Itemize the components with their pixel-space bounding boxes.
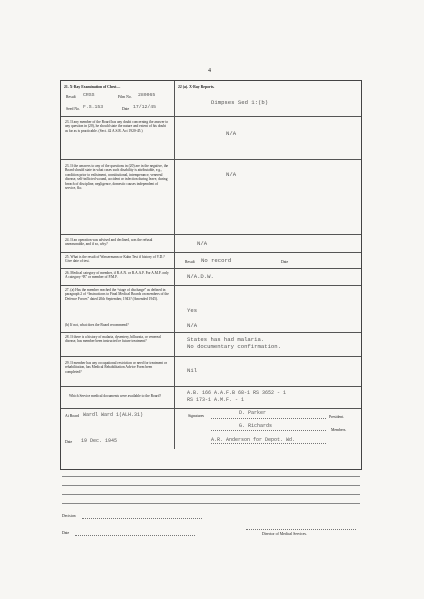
decision-line <box>82 518 202 519</box>
xray-result-value: CRSS <box>83 93 95 98</box>
attribution-row <box>61 159 361 235</box>
attribution-answer: N/A <box>226 171 237 178</box>
recommendation-question: (b) If not, what does the Board recommend? <box>65 323 129 327</box>
medical-documents-row <box>61 386 361 409</box>
malaria-history-question: 28. If there is a history of malaria, dysentery, bilharzia, or venereal disease, has member been instructed re future treatment? <box>65 335 161 344</box>
bottom-date-label: Date <box>62 531 70 535</box>
operation-answer: N/A <box>197 240 208 247</box>
medical-documents-answer-line1: A.B. 166 A.A.F.B 68-1 RS 3652 - 1 <box>187 390 287 396</box>
medical-documents-question: Which Service medical documents were available to the Board? <box>69 394 162 398</box>
member-signature-1: G. Richards <box>239 423 273 429</box>
xray-row <box>61 81 361 117</box>
category-answer: N/A.D.W. <box>187 273 214 280</box>
president-line <box>211 418 326 419</box>
medical-board-form <box>60 80 362 470</box>
at-board-value: Wardl Ward 1(ALH.31) <box>83 412 144 418</box>
xray-date-value: 17/12/45 <box>133 105 157 110</box>
president-label: President. <box>329 415 345 419</box>
malaria-history-row <box>61 332 361 357</box>
attribution-question: 23. If the answers to any of the questions in (20) are in the negative, the Board should state in what cases such disability is attributable, e.g., condition prior to enlistment, constitutional, intemperance, venereal disease, self-inflicted wound, accident or infection during leave, during breach of discipline, negligence, domestic causes independent of service, &c. <box>65 164 169 191</box>
rehabilitation-answer: Nil <box>187 367 198 374</box>
bottom-date-line <box>75 535 195 536</box>
medical-documents-answer-line2: RS 173-1 A.M.F. - 1 <box>187 397 245 403</box>
recommendation-answer: N/A <box>187 322 198 329</box>
wassermann-result-label: Result <box>185 260 195 264</box>
malaria-history-answer-line1: States has had malaria. <box>187 336 265 343</box>
xray-reports-value: Dimpses Sed 1:(b) <box>211 99 269 106</box>
director-label: Director of Medical Services. <box>262 532 307 536</box>
operation-question: 24. If an operation was advised and declined, was the refusal unreasonable, and if so, why? <box>65 238 153 247</box>
member-line-1 <box>211 430 326 431</box>
member-line-2 <box>211 443 326 444</box>
film-no-value: 280065 <box>138 93 156 98</box>
board-date-value: 19 Dec. 1945 <box>81 438 118 444</box>
discharge-stage-question: 27. (a) Has the member reached the “stage of discharge” as defined in paragraph 2 of “Instructions to Final Medical Boards on members of the Defence Forces” dated 20th September, 1943? (Amended 1945). <box>65 288 169 301</box>
rehabilitation-row <box>61 356 361 387</box>
wassermann-question: 25. What is the result of Wassermann or Kahn Test if history of V.D.? Give date of test. <box>65 255 165 264</box>
member-signature-2: A.R. Anderson for Depot. Wd. <box>211 437 296 443</box>
rehabilitation-question: 29. If member has any occupational restriction or need for treatment or rehabilitation, has Medical Rehabilitation Advice Form been completed? <box>65 361 167 374</box>
category-row <box>61 268 361 286</box>
film-no-label: Film No. <box>118 95 132 99</box>
operation-row <box>61 234 361 253</box>
president-signature: D. Parker <box>239 410 267 416</box>
doubt-row <box>61 116 361 160</box>
xray-reports-title: 22 (a). X-Ray Reports. <box>178 85 215 89</box>
wassermann-result-value: No record <box>201 257 232 264</box>
xray-exam-title: 21. X-Ray Examination of Chest— <box>64 85 121 89</box>
xray-date-label: Date <box>122 107 130 111</box>
notes-line-2 <box>62 485 360 486</box>
members-label: Members. <box>331 428 347 432</box>
seed-no-value: F.S.153 <box>83 105 104 110</box>
director-signature-line <box>246 529 356 530</box>
notes-line-1 <box>62 476 360 477</box>
notes-line-3 <box>62 494 360 495</box>
doubt-question: 23. If any member of the Board has any doubt concerning the answer to any question in (20), he should state the nature and extent of his doubt as far as is practicable. (Sect. 42 A.S.R. Act 1920-45.) <box>65 120 169 133</box>
signatures-label: Signatures <box>188 414 205 418</box>
malaria-history-answer-line2: No documentary confirmation. <box>187 343 281 350</box>
decision-label: Decision <box>62 514 76 518</box>
doubt-answer: N/A <box>226 130 237 137</box>
discharge-stage-answer: Yes <box>187 307 198 314</box>
board-date-label: Date <box>65 440 73 444</box>
xray-result-label: Result <box>66 95 76 99</box>
at-board-label: At Board <box>65 414 80 418</box>
discharge-stage-row <box>61 285 361 333</box>
seed-no-label: Seed No. <box>66 107 80 111</box>
wassermann-row <box>61 252 361 269</box>
wassermann-date-label: Date <box>281 260 289 264</box>
notes-line-4 <box>62 503 360 504</box>
page-number-mark: 4 <box>208 68 211 74</box>
category-question: 26. Medical category of member, if R.A.N. or R.A.A.F. For A.M.F. only A category “B” or member of P.M.F. <box>65 271 169 280</box>
